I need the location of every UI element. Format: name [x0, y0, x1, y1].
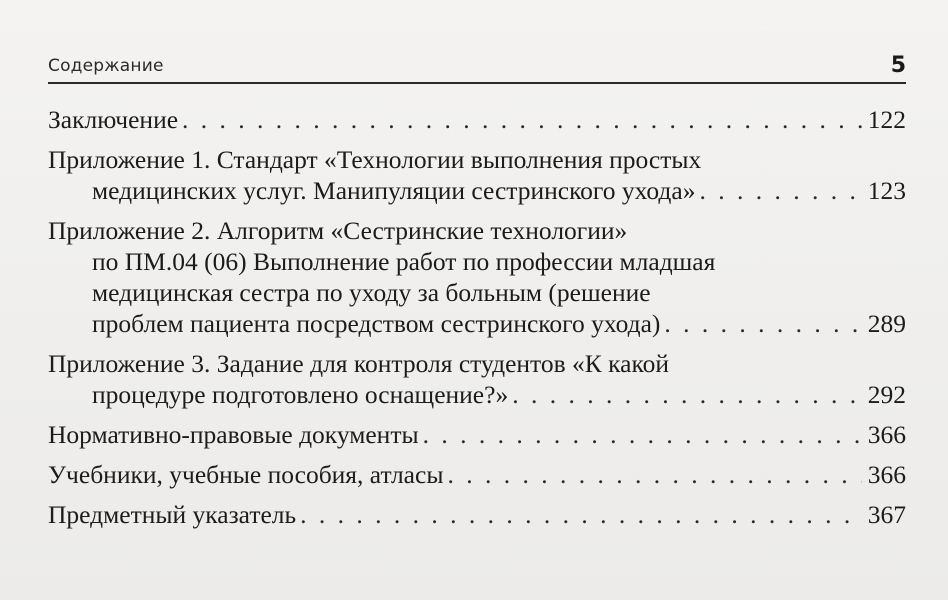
table-of-contents [48, 104, 906, 539]
toc-page-number: 122 [867, 105, 906, 134]
toc-entry-title: Приложение 3. Задание для контроля студентов «К какой [48, 349, 669, 378]
toc-page-number: 366 [867, 420, 906, 449]
toc-entry-appendix-3 [48, 348, 906, 410]
toc-entry-title: Приложение 2. Алгоритм «Сестринские технологии» [48, 216, 628, 245]
toc-entry-title-cont: медицинская сестра по уходу за больным (решение [92, 278, 651, 307]
toc-entry-appendix-2 [48, 215, 906, 339]
toc-entry-title: Приложение 1. Стандарт «Технологии выполнения простых [48, 145, 702, 174]
toc-entry-subject-index [48, 499, 906, 530]
toc-entry-title: Заключение [48, 105, 179, 134]
toc-entry-title-cont: проблем пациента посредством сестринского ухода) [92, 309, 661, 338]
toc-entry-title-cont: медицинских услуг. Манипуляции сестринского ухода» [92, 176, 696, 205]
dot-leader [512, 379, 862, 410]
running-head-title: Содержание [48, 56, 164, 76]
toc-entry-title-cont: по ПМ.04 (06) Выполнение работ по профессии младшая [92, 247, 716, 276]
toc-entry-title: Нормативно-правовые документы [48, 420, 419, 449]
toc-page-number: 123 [867, 176, 906, 205]
toc-page-number: 367 [867, 500, 906, 529]
toc-entry-appendix-1 [48, 144, 906, 206]
toc-entry-title: Учебники, учебные пособия, атласы [48, 460, 444, 489]
dot-leader [182, 104, 862, 135]
toc-page-number: 292 [867, 380, 906, 409]
dot-leader [447, 459, 861, 490]
toc-entry-normative-documents [48, 419, 906, 450]
toc-entry-title: Предметный указатель [48, 500, 297, 529]
dot-leader [300, 499, 862, 530]
page-number: 5 [890, 53, 906, 78]
toc-entry-conclusion [48, 104, 906, 135]
toc-page-number: 366 [867, 460, 906, 489]
toc-entry-textbooks [48, 459, 906, 490]
dot-leader [699, 175, 861, 206]
running-head [48, 48, 906, 84]
toc-page-number: 289 [867, 309, 906, 338]
dot-leader [664, 308, 861, 339]
toc-entry-title-cont: процедуре подготовлено оснащение?» [92, 380, 509, 409]
dot-leader [423, 419, 862, 450]
